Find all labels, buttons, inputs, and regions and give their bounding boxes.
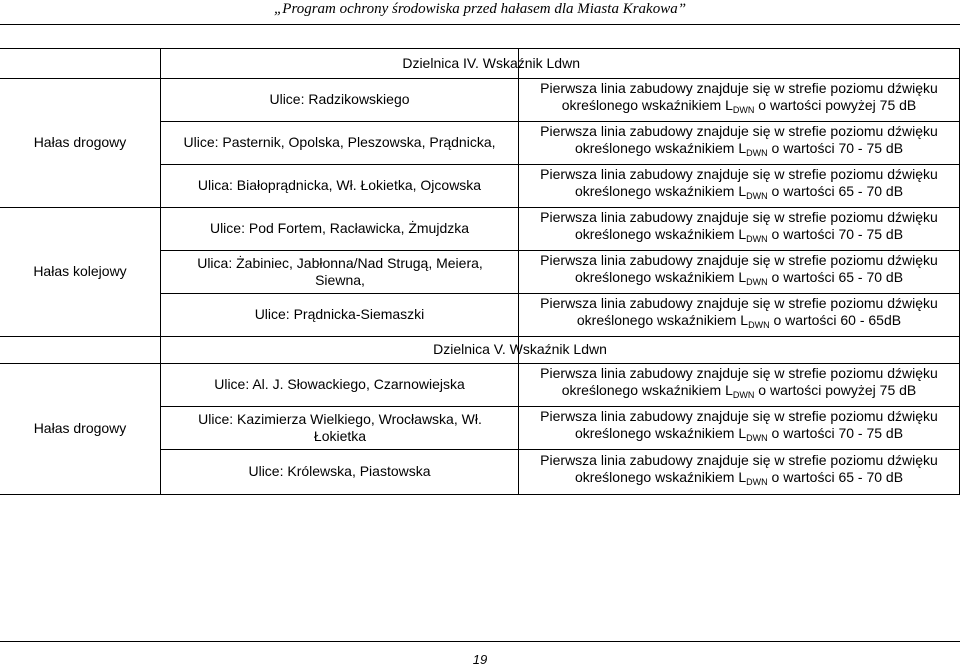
description-value: o wartości 65 - 70 dB (767, 183, 904, 199)
index-subscript: DWN (746, 148, 768, 158)
street-cell: Ulice: Pasternik, Opolska, Pleszowska, Prądnicka, (183, 134, 496, 150)
table-border-bottom (0, 494, 960, 495)
description-line (540, 183, 938, 205)
index-subscript: DWN (748, 320, 770, 330)
group-label: Hałas drogowy (33, 420, 127, 436)
street-cell: Ulice: Kazimierza Wielkiego, Wrocławska, Wł. Łokietka (198, 410, 482, 444)
description-value: o wartości powyżej 75 dB (754, 97, 917, 113)
index-subscript: DWN (746, 191, 768, 201)
description-prefix: określonego wskaźnikiem L (561, 382, 733, 398)
section-title-text: Dzielnica IV. Wskaźnik Ldwn (402, 54, 580, 71)
description-line (540, 226, 938, 248)
description-line: Pierwsza linia zabudowy znajduje się w strefie poziomu dźwięku (540, 123, 938, 139)
description-value: o wartości 70 - 75 dB (767, 425, 904, 441)
description-cell (519, 164, 959, 207)
description-cell (519, 207, 959, 250)
page-number: 19 (472, 652, 488, 667)
description-prefix: określonego wskaźnikiem L (574, 183, 747, 199)
street-cell: Ulice: Radzikowskiego (269, 91, 410, 107)
index-subscript: DWN (746, 234, 768, 244)
description-value: o wartości 70 - 75 dB (767, 226, 904, 242)
index-subscript: DWN (732, 390, 755, 400)
street-cell: Ulice: Prądnicka-Siemaszki (254, 306, 425, 322)
description-line: Pierwsza linia zabudowy znajduje się w strefie poziomu dźwięku (540, 295, 938, 311)
description-cell (519, 293, 959, 336)
description-line (540, 269, 938, 291)
description-cell (519, 363, 959, 406)
street-cell: Ulice: Pod Fortem, Racławicka, Żmujdzka (209, 220, 470, 236)
description-line (540, 312, 938, 334)
header-rule (0, 24, 960, 25)
group-label: Hałas drogowy (33, 134, 127, 150)
description-line: Pierwsza linia zabudowy znajduje się w strefie poziomu dźwięku (540, 166, 938, 182)
description-prefix: określonego wskaźnikiem L (574, 269, 747, 285)
street-cell: Ulica: Białoprądnicka, Wł. Łokietka, Ojcowska (197, 177, 482, 193)
description-line: Pierwsza linia zabudowy znajduje się w strefie poziomu dźwięku (540, 365, 938, 381)
description-line (540, 469, 938, 491)
description-prefix: określonego wskaźnikiem L (576, 312, 749, 328)
description-cell (519, 78, 959, 121)
index-subscript: DWN (746, 277, 768, 287)
group-label: Hałas kolejowy (33, 263, 127, 279)
index-subscript: DWN (746, 477, 768, 487)
description-value: o wartości 65 - 70 dB (767, 269, 904, 285)
description-prefix: określonego wskaźnikiem L (561, 97, 733, 113)
description-line (540, 382, 938, 404)
street-cell: Ulice: Al. J. Słowackiego, Czarnowiejska (214, 376, 465, 392)
description-line (540, 140, 938, 162)
description-prefix: określonego wskaźnikiem L (574, 469, 747, 485)
description-value: o wartości 65 - 70 dB (767, 469, 904, 485)
description-cell (519, 449, 959, 494)
description-line: Pierwsza linia zabudowy znajduje się w strefie poziomu dźwięku (540, 80, 938, 96)
description-cell (519, 406, 959, 449)
description-value: o wartości powyżej 75 dB (754, 382, 917, 398)
section-title (160, 48, 800, 78)
document-header-title: „Program ochrony środowiska przed hałasem dla Miasta Krakowa” (273, 1, 687, 17)
description-prefix: określonego wskaźnikiem L (574, 226, 747, 242)
description-cell (519, 121, 959, 164)
description-prefix: określonego wskaźnikiem L (574, 425, 747, 441)
description-cell (519, 250, 959, 293)
description-line: Pierwsza linia zabudowy znajduje się w strefie poziomu dźwięku (540, 452, 938, 468)
description-value: o wartości 70 - 75 dB (767, 140, 904, 156)
description-line: Pierwsza linia zabudowy znajduje się w strefie poziomu dźwięku (540, 408, 938, 424)
description-line: Pierwsza linia zabudowy znajduje się w strefie poziomu dźwięku (540, 252, 938, 268)
footer-rule (0, 641, 960, 642)
description-line (540, 425, 938, 447)
index-subscript: DWN (746, 433, 768, 443)
section-title: Dzielnica V. Wskaźnik Ldwn (433, 341, 607, 357)
description-line: Pierwsza linia zabudowy znajduje się w strefie poziomu dźwięku (540, 209, 938, 225)
street-cell: Ulica: Żabiniec, Jabłonna/Nad Strugą, Meiera, Siewna, (197, 254, 483, 288)
description-value: o wartości 60 - 65dB (769, 312, 902, 328)
description-prefix: określonego wskaźnikiem L (574, 140, 747, 156)
index-subscript: DWN (732, 105, 755, 115)
street-cell: Ulice: Królewska, Piastowska (248, 463, 431, 479)
description-line (540, 97, 938, 119)
